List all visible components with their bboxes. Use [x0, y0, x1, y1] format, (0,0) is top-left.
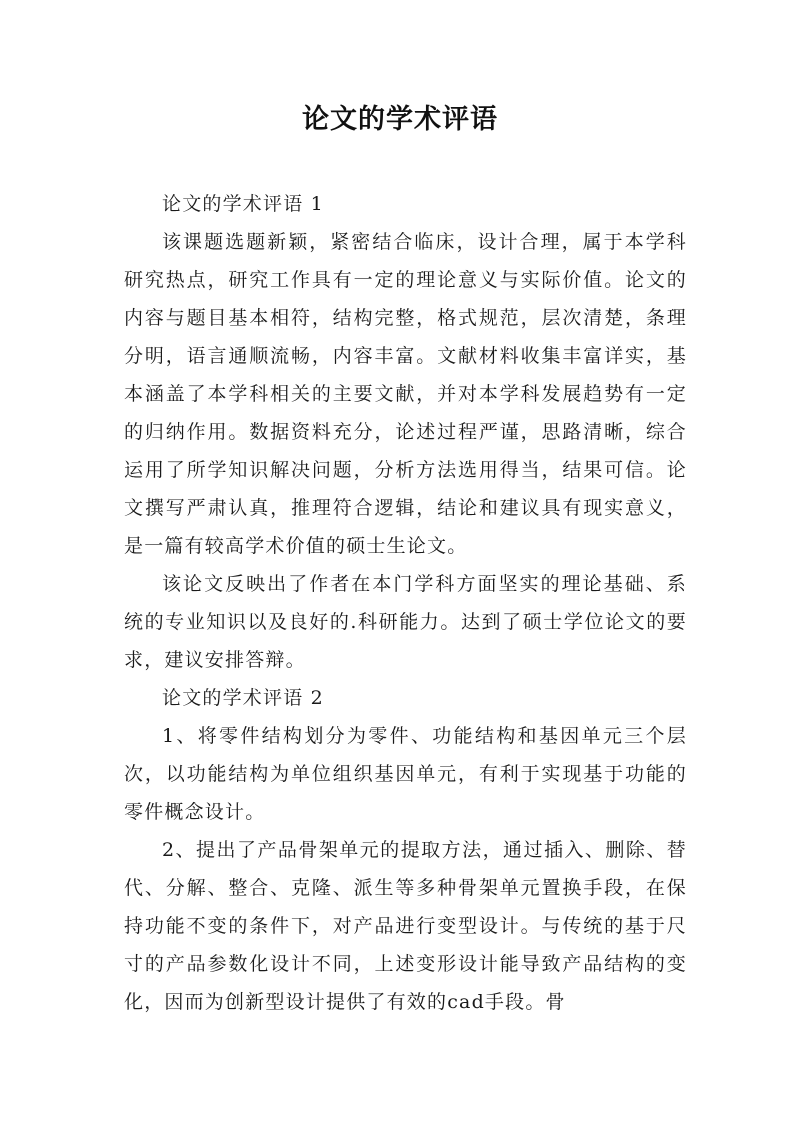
section-heading-1: 论文的学术评语 1 [162, 193, 324, 215]
section-heading-2: 论文的学术评语 2 [162, 687, 324, 709]
body-paragraph: 2、提出了产品骨架单元的提取方法，通过插入、删除、替代、分解、整合、克隆、派生等多种骨架单元置换手段，在保持功能不变的条件下，对产品进行变型设计。与传统的基于尺寸的产品参数化设计不同，上述变形设计能导致产品结构的变化，因而为创新型设计提供了有效的cad手段。骨 [124, 839, 687, 1013]
body-paragraph: 该论文反映出了作者在本门学科方面坚实的理论基础、系统的专业知识以及良好的.科研能力。达到了硕士学位论文的要求，建议安排答辩。 [124, 573, 687, 671]
document-title: 论文的学术评语 [302, 104, 498, 135]
body-paragraph: 该课题选题新颖，紧密结合临床，设计合理，属于本学科研究热点，研究工作具有一定的理论意义与实际价值。论文的内容与题目基本相符，结构完整，格式规范，层次清楚，条理分明，语言通顺流畅，内容丰富。文献材料收集丰富详实，基本涵盖了本学科相关的主要文献，并对本学科发展趋势有一定的归纳作用。数据资料充分，论述过程严谨，思路清晰，综合运用了所学知识解决问题，分析方法选用得当，结果可信。论文撰写严肃认真，推理符合逻辑，结论和建议具有现实意义，是一篇有较高学术价值的硕士生论文。 [124, 231, 687, 557]
body-paragraph: 1、将零件结构划分为零件、功能结构和基因单元三个层次，以功能结构为单位组织基因单元，有利于实现基于功能的零件概念设计。 [124, 725, 687, 823]
document-body [124, 185, 687, 1021]
